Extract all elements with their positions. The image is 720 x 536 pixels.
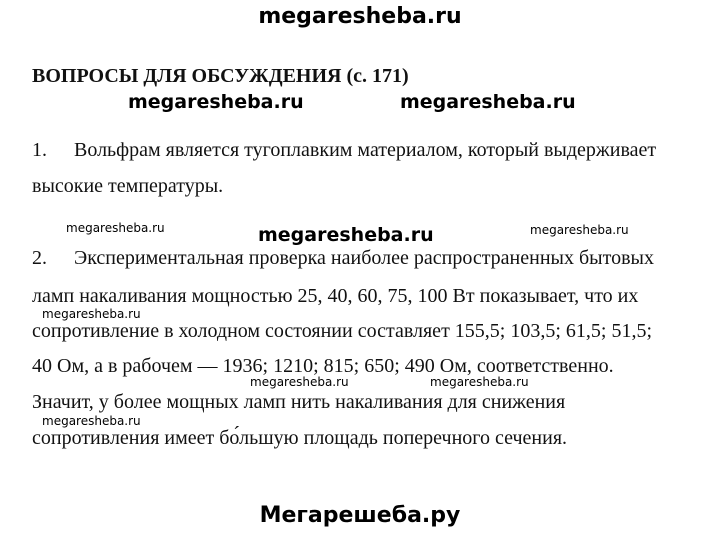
answer-2-line-6: сопротивления имеет бо́льшую площадь поперечного сечения. bbox=[32, 427, 568, 449]
watermark-overlay: megaresheba.ru bbox=[42, 414, 141, 428]
answer-1-line-1 bbox=[32, 139, 656, 162]
answer-1-line-2: высокие температуры. bbox=[32, 175, 224, 197]
site-watermark-bottom: Мегарешеба.ру bbox=[259, 503, 461, 528]
watermark-overlay: megaresheba.ru bbox=[258, 224, 434, 246]
watermark-overlay: megaresheba.ru bbox=[42, 307, 141, 321]
watermark-overlay: megaresheba.ru bbox=[530, 223, 629, 237]
site-watermark-top: megaresheba.ru bbox=[258, 4, 462, 29]
section-heading: ВОПРОСЫ ДЛЯ ОБСУЖДЕНИЯ (с. 171) bbox=[32, 65, 409, 87]
answer-1-text-1: Вольфрам является тугоплавким материалом, который выдерживает bbox=[74, 139, 657, 161]
answer-2-line-1 bbox=[32, 247, 654, 270]
answer-2-line-3: сопротивление в холодном состоянии составляет 155,5; 103,5; 61,5; 51,5; bbox=[32, 320, 653, 342]
answer-2-line-2: ламп накаливания мощностью 25, 40, 60, 75, 100 Вт показывает, что их bbox=[32, 285, 639, 307]
watermark-overlay: megaresheba.ru bbox=[66, 221, 165, 235]
watermark-overlay: megaresheba.ru bbox=[128, 91, 304, 113]
answer-2-text-1: Экспериментальная проверка наиболее распространенных бытовых bbox=[74, 247, 654, 269]
watermark-overlay: megaresheba.ru bbox=[250, 375, 349, 389]
answer-2-number: 2. bbox=[32, 247, 47, 269]
watermark-overlay: megaresheba.ru bbox=[430, 375, 529, 389]
answer-1-number: 1. bbox=[32, 139, 47, 161]
watermark-overlay: megaresheba.ru bbox=[400, 91, 576, 113]
answer-2-line-5: Значит, у более мощных ламп нить накаливания для снижения bbox=[32, 391, 566, 413]
answer-2-line-4: 40 Ом, а в рабочем — 1936; 1210; 815; 650; 490 Ом, соответственно. bbox=[32, 355, 614, 377]
